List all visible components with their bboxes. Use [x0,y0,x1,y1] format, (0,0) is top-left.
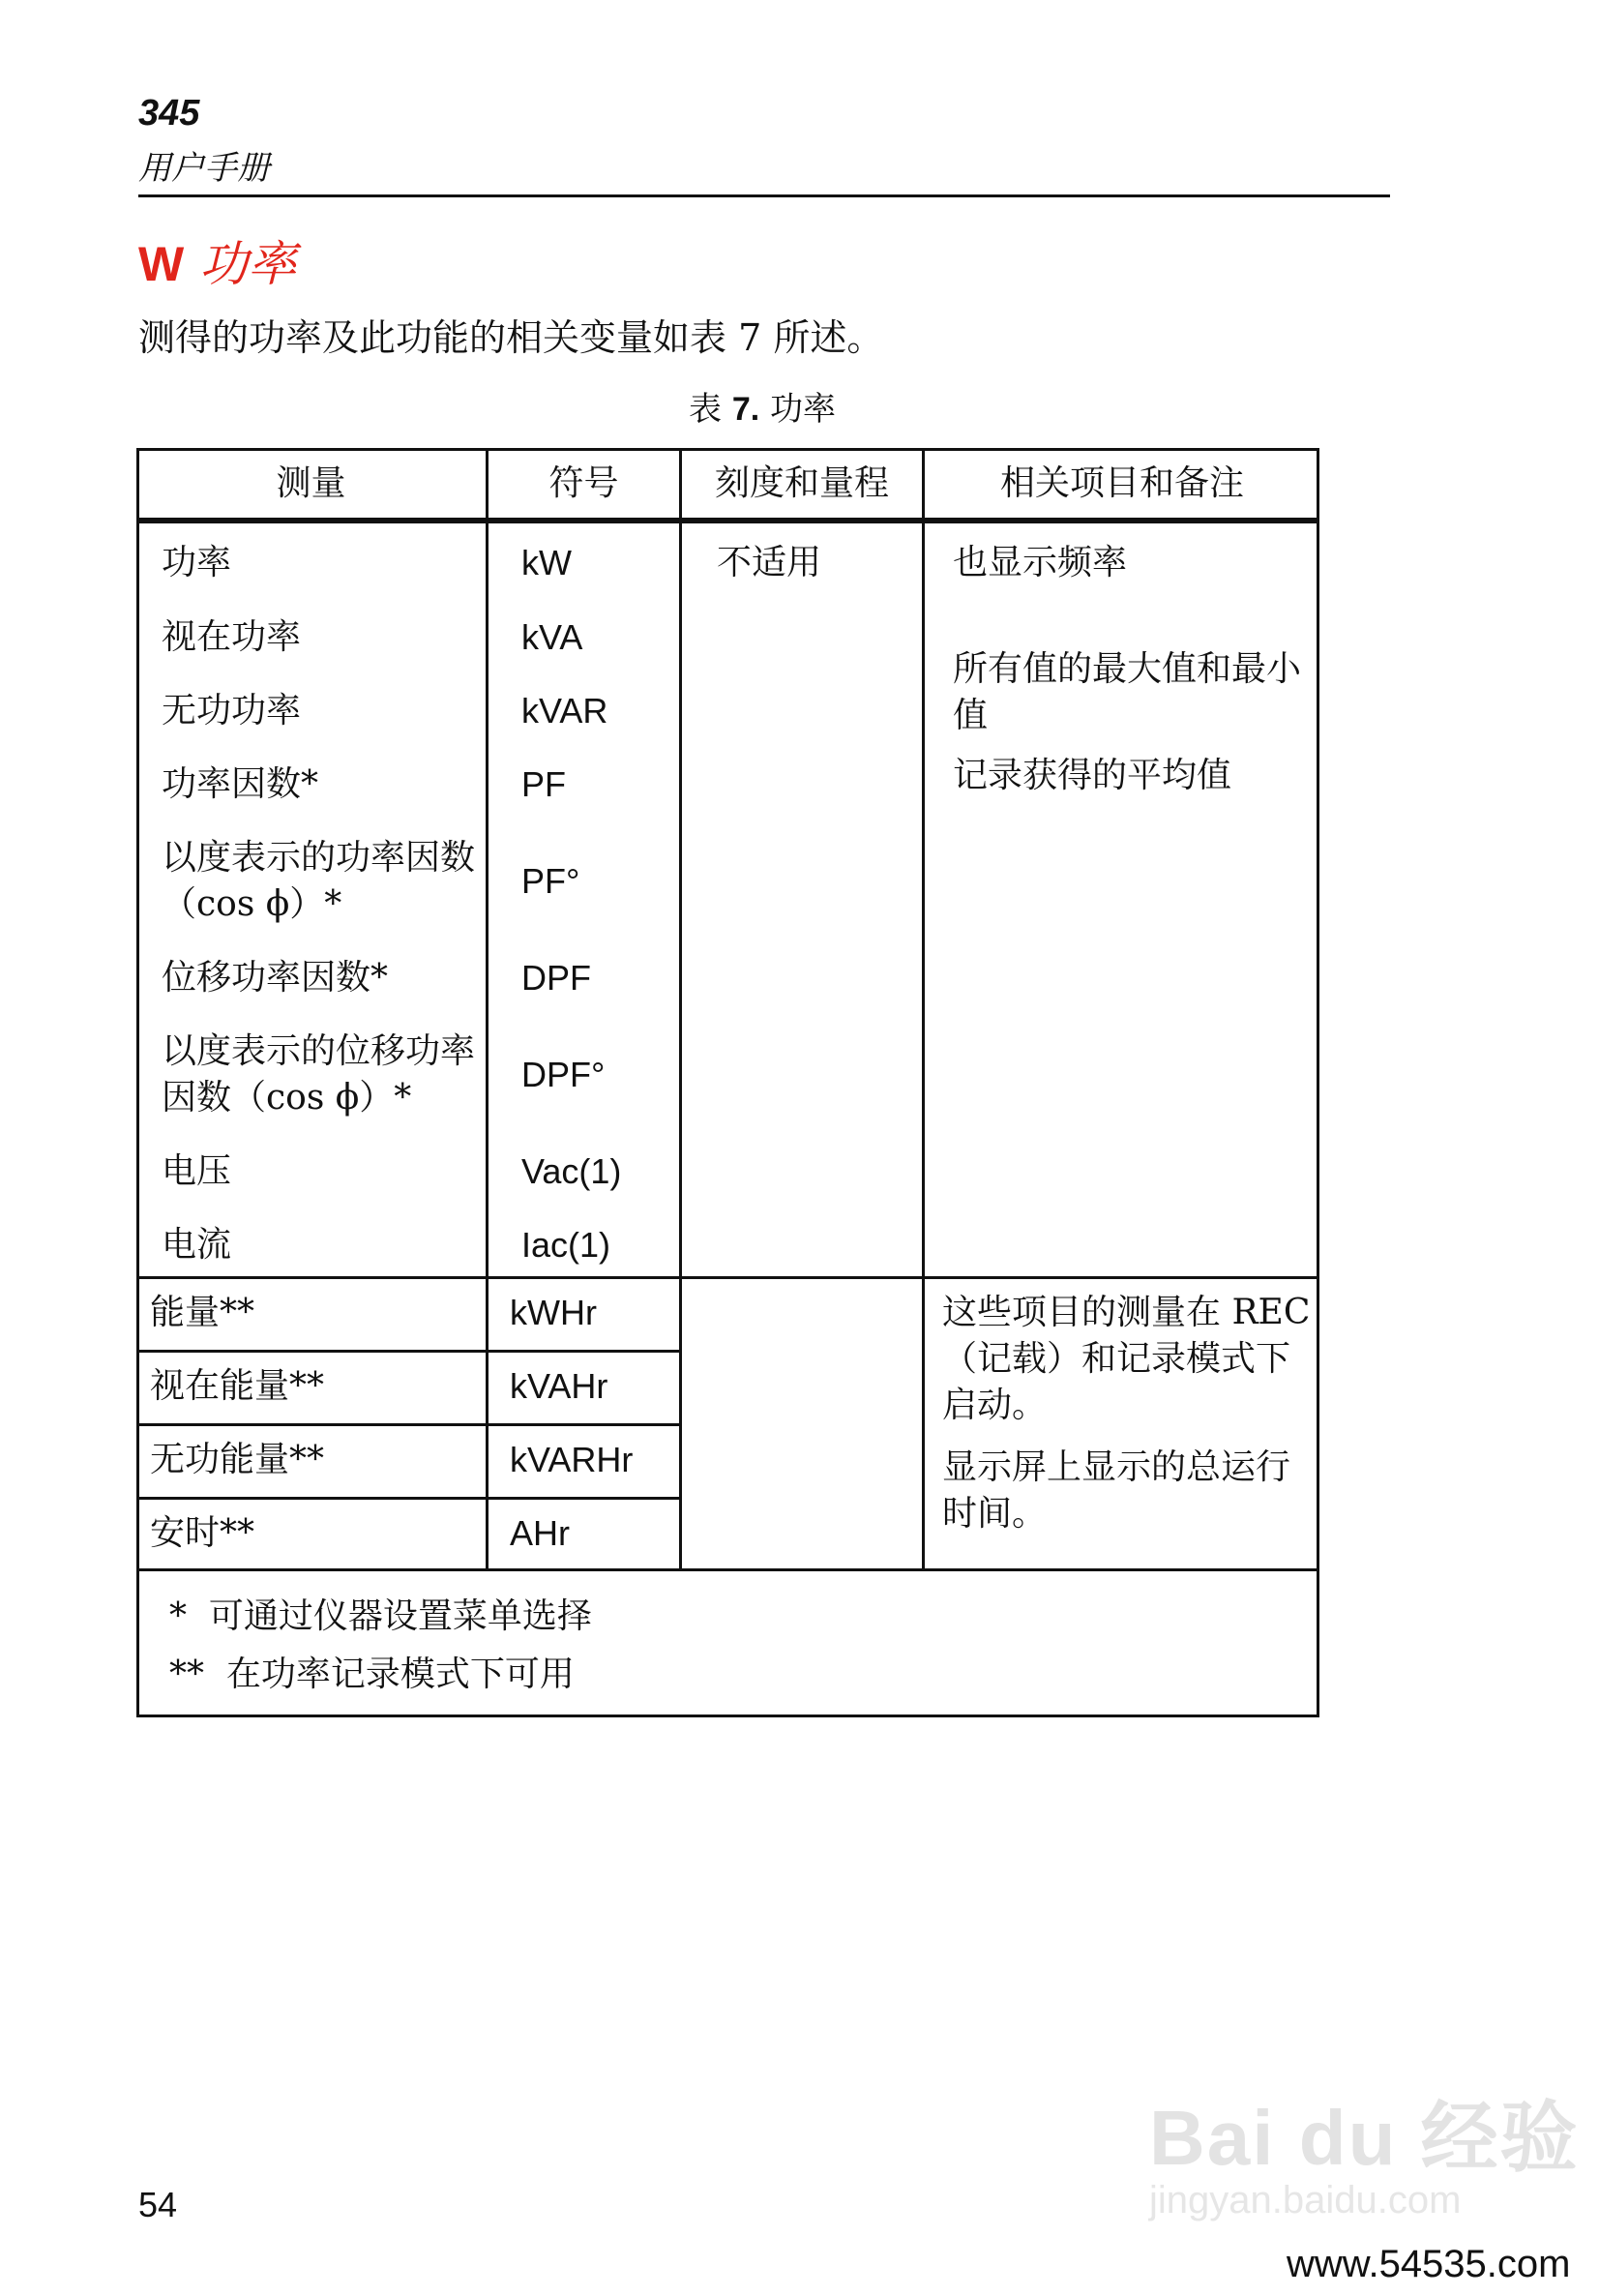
notes-cell: 值 [953,696,989,735]
symbol-cell: AHr [510,1513,570,1553]
caption-prefix: 表 [689,390,722,429]
power-table [136,448,1319,1717]
header-divider [138,194,1390,197]
col-divider-2 [679,448,682,1570]
measure-cell: 视在能量** [150,1366,325,1406]
group-divider [136,1276,1319,1279]
measure-cell: 无功功率 [162,691,302,731]
measure-cell: 功率 [162,543,232,582]
footnote [169,1652,575,1698]
symbol-cell: DPF [521,958,591,998]
measure-cell: 电压 [162,1151,232,1191]
col-divider-1 [486,448,489,1570]
row-rule [136,1350,679,1353]
measure-cell: 能量** [150,1293,255,1332]
watermark-subtext: jingyan.baidu.com [1149,2179,1462,2221]
row-rule [136,1497,679,1500]
notes-cell: 所有值的最大值和最小 [953,649,1302,689]
table-caption [0,382,1525,430]
col-divider-3 [922,448,925,1570]
footnote-divider [136,1568,1319,1571]
measure-cell: （cos ϕ）* [162,884,342,924]
notes-cell: 记录获得的平均值 [953,756,1232,795]
measure-cell: 安时** [150,1513,255,1553]
measure-cell: 功率因数* [162,764,319,804]
header-notes: 相关项目和备注 [999,463,1244,503]
footnote-mark: ** [169,1655,204,1694]
section-title-text: 功率 [199,236,297,292]
footnote-text: 可通过仪器设置菜单选择 [208,1596,592,1636]
footnote-text: 在功率记录模式下可用 [225,1655,575,1694]
symbol-cell: kW [521,543,572,582]
notes-cell: 启动。 [942,1386,1048,1425]
symbol-cell: PF [521,764,567,804]
header-measure: 测量 [276,463,346,503]
symbol-cell: kVAHr [510,1366,608,1406]
measure-cell: 视在功率 [162,617,302,657]
symbol-cell: kVA [521,617,583,657]
caption-number: 7. [731,391,760,428]
symbol-cell: kVAR [521,691,608,731]
page-number: 54 [138,2185,178,2224]
intro-paragraph: 测得的功率及此功能的相关变量如表 7 所述。 [138,316,884,359]
notes-cell: 时间。 [942,1494,1048,1534]
symbol-cell: kWHr [510,1293,597,1332]
manual-model: 345 [138,93,200,134]
scale-cell: 不适用 [717,543,822,582]
watermark-site: www.54535.com [1287,2243,1571,2285]
symbol-cell: DPF° [521,1055,606,1094]
notes-cell: 这些项目的测量在 REC [942,1293,1311,1332]
footnote-mark: * [169,1596,187,1636]
measure-cell: 以度表示的位移功率 [162,1031,476,1071]
measure-cell: 无功能量** [150,1440,325,1479]
watermark-logo: Bai du 经验 [1149,2095,1580,2181]
notes-cell: 显示屏上显示的总运行 [942,1447,1291,1487]
measure-cell: 电流 [162,1225,232,1265]
row-rule [136,1423,679,1426]
symbol-cell: PF° [521,861,580,901]
measure-cell: 因数（cos ϕ）* [162,1078,412,1118]
measure-cell: 位移功率因数* [162,958,389,998]
header-scale: 刻度和量程 [714,463,889,503]
section-letter: W [138,237,185,291]
footnote [169,1594,592,1640]
notes-cell: 也显示频率 [953,543,1128,582]
section-title [138,225,296,295]
symbol-cell: kVARHr [510,1440,634,1479]
notes-cell: （记载）和记录模式下 [942,1339,1291,1379]
measure-cell: 以度表示的功率因数 [162,838,476,878]
header-symbol: 符号 [548,463,619,503]
caption-title: 功率 [769,390,836,429]
symbol-cell: Iac(1) [521,1225,611,1265]
symbol-cell: Vac(1) [521,1151,622,1191]
manual-subtitle: 用户手册 [138,149,270,188]
